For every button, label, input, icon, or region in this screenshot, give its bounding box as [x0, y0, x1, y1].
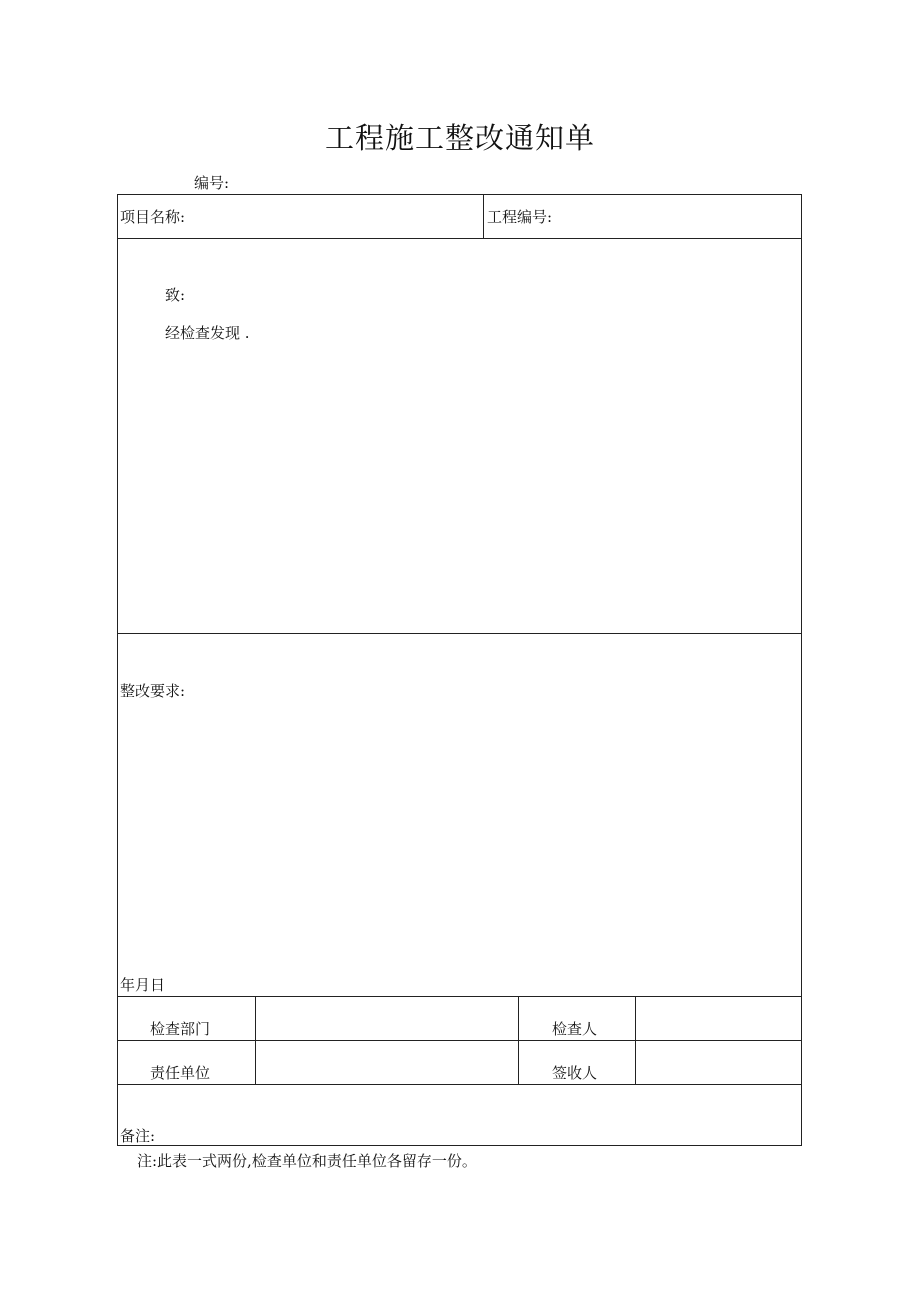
findings-label: 经检查发现 . — [165, 324, 250, 342]
document-title: 工程施工整改通知单 — [324, 121, 595, 155]
project-name-label: 项目名称: — [120, 208, 186, 226]
date-label: 年月日 — [120, 976, 166, 994]
signature-row-border — [118, 1040, 801, 1041]
remarks-label: 备注: — [120, 1127, 156, 1145]
signature-section-border — [118, 1084, 801, 1085]
inspector-label: 检查人 — [552, 1020, 598, 1038]
requirements-section-border — [118, 996, 801, 997]
inspection-department-label: 检查部门 — [150, 1020, 211, 1038]
responsible-unit-label: 责任单位 — [150, 1064, 211, 1082]
findings-section-border — [118, 633, 801, 634]
requirements-label: 整改要求: — [120, 682, 186, 700]
rectification-form — [117, 194, 802, 1146]
header-row-border — [118, 238, 801, 239]
recipient-label: 致: — [165, 286, 186, 304]
header-divider — [483, 195, 484, 238]
serial-number-label: 编号: — [194, 174, 230, 192]
project-code-label: 工程编号: — [487, 208, 553, 226]
recipient-signature-label: 签收人 — [552, 1064, 598, 1082]
footnote: 注:此表一式两份,检查单位和责任单位各留存一份。 — [137, 1152, 477, 1170]
